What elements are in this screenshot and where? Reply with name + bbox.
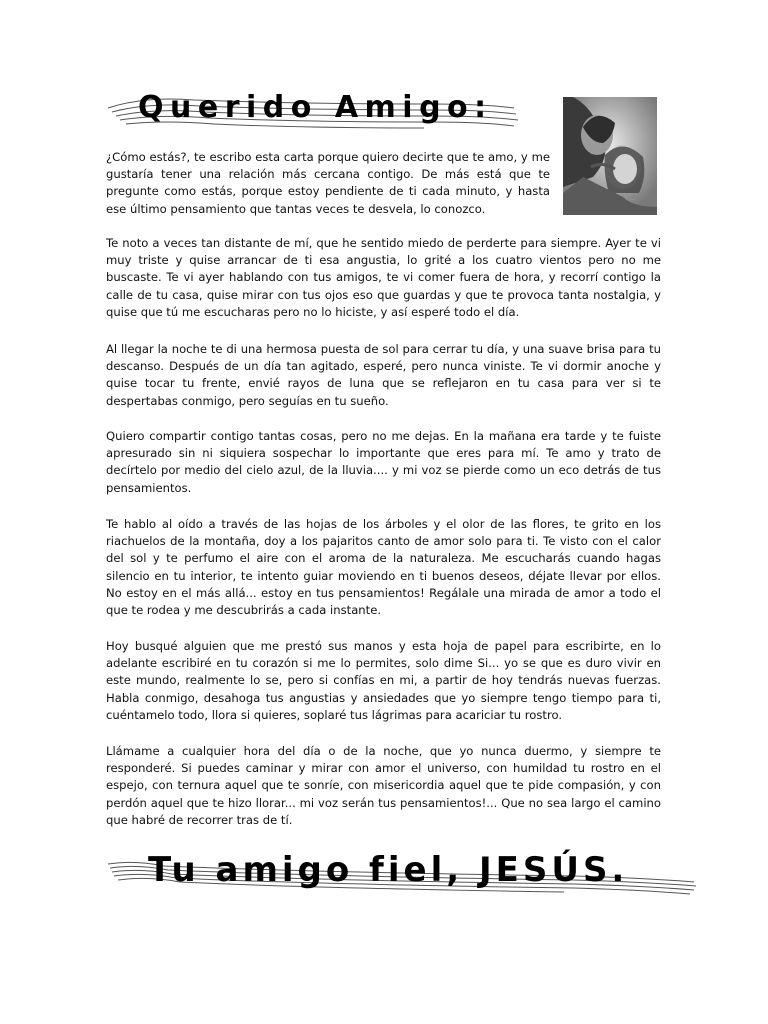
signature: Tu amigo fiel, JESÚS. [148,850,629,890]
jesus-embracing-child-portrait [563,97,657,215]
letter-paragraph: ¿Cómo estás?, te escribo esta carta porque quiero decirte que te amo, y me gustaría tener una relación más cercana contigo. De más está que te pregunte como estás, porque estoy pendiente de ti cada minuto, y hasta ese último pensamiento que tantas veces te desvela, lo conozco. [106,150,550,216]
letter-paragraph: Te noto a veces tan distante de mí, que he sentido miedo de perderte para siempre. Ayer te vi muy triste y quise arrancar de ti esa angustia, lo grité a los cuatro vientos pero no me buscaste. Te vi ayer hablando con tus amigos, te vi comer fuera de hora, y recorrí contigo la calle de tu casa, quise mirar con tus ojos eso que guardas y que te provoca tanta nostalgia, y quise que tú me escucharas pero no lo hiciste, y así esperé todo el día. [106,236,661,319]
letter-paragraph: Te hablo al oído a través de las hojas de los árboles y el olor de las flores, te grito en los riachuelos de la montaña, doy a los pajaritos canto de amor solo para ti. Te visto con el calor del sol y te perfumo el aire con el aroma de la naturaleza. Me escucharás cuando hagas silencio en tu interior, te intento guiar moviendo en ti buenos deseos, déjate llevar por ellos. No estoy en el más allá... estoy en tus pensamientos! Regálale una mirada de amor a todo el que te rodea y me descubrirás a cada instante. [106,517,661,618]
signature-banner [104,848,704,900]
letter-paragraph: Quiero compartir contigo tantas cosas, pero no me dejas. En la mañana era tarde y te fuiste apresurado sin ni siquiera sospechar lo importante que eres para mí. Te amo y trato de decírtelo por medio del cielo azul, de la lluvia.... y mi voz se pierde como un eco detrás de tus pensamientos. [106,429,661,495]
letter-paragraph: Llámame a cualquier hora del día o de la noche, que yo nunca duermo, y siempre te responderé. Si puedes caminar y mirar con amor el universo, con humildad tu rostro en el espejo, con ternura aquel que te sonríe, con misericordia aquel que te pide compasión, y con perdón aquel que te hizo llorar... mi voz serán tus pensamientos!... Que no sea largo el camino que habré de recorrer tras de tí. [106,744,661,827]
letter-title: Querido Amigo: [138,90,493,125]
letter-paragraph: Al llegar la noche te di una hermosa puesta de sol para cerrar tu día, y una suave brisa para tu descanso. Después de un día tan agitado, esperé, pero nunca viniste. Te vi dormir anoche y quise tocar tu frente, envié rayos de luna que se reflejaron en tu casa para ver si te despertabas conmigo, pero seguías en tu sueño. [106,342,661,408]
letter-paragraph: Hoy busqué alguien que me prestó sus manos y esta hoja de papel para escribirte, en lo adelante escribiré en tu corazón si me lo permites, solo dime Si... yo se que es duro vivir en este mundo, realmente lo se, pero si confías en mi, a partir de hoy tendrás nuevas fuerzas. Habla conmigo, desahoga tus angustias y ansiedades que yo siempre tengo tiempo para ti, cuéntamelo todo, llora si quieres, soplaré tus lágrimas para acariciar tu rostro. [106,639,661,722]
title-banner [104,82,524,138]
